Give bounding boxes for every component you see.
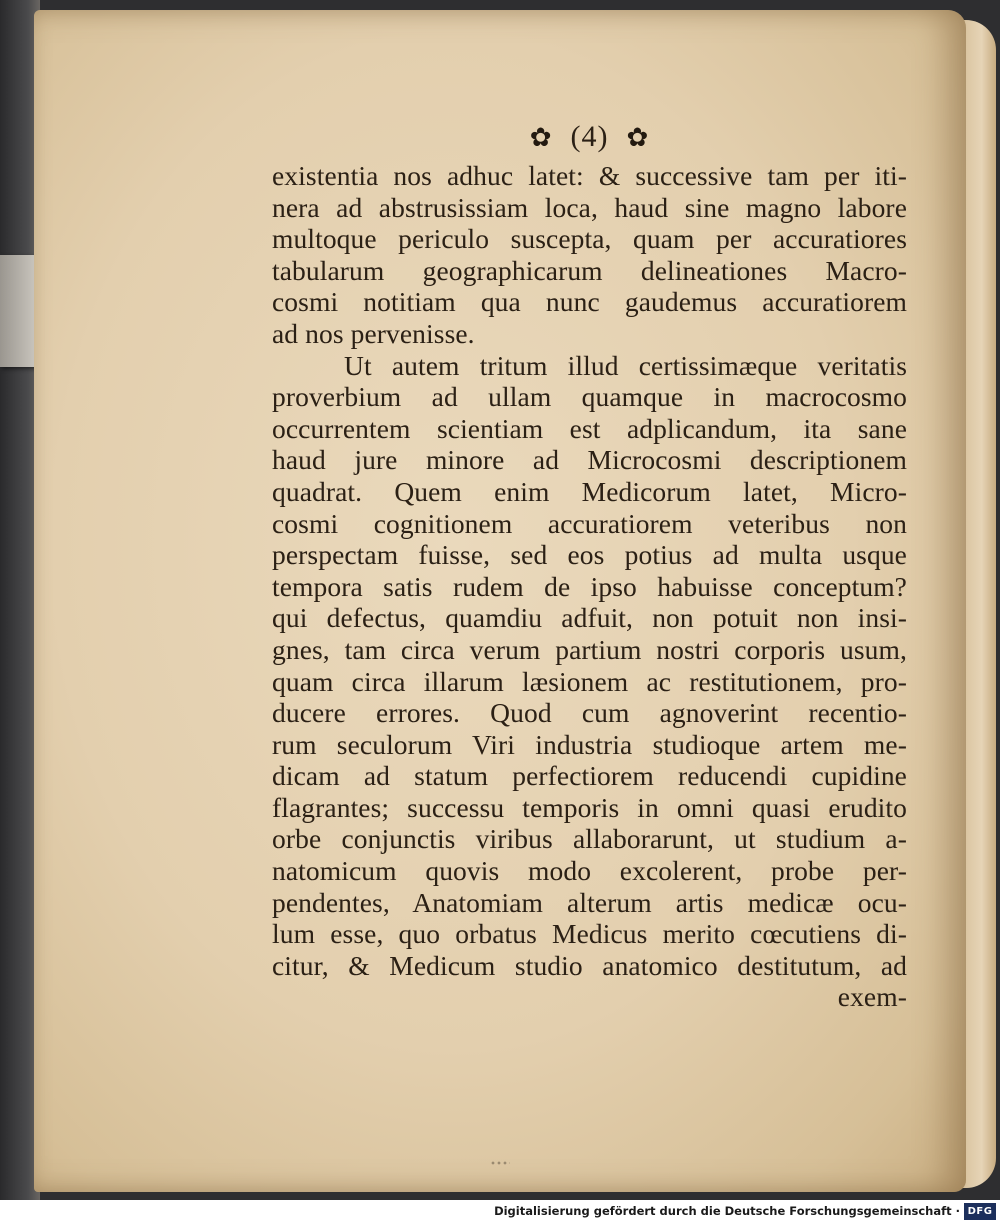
text-line: proverbium ad ullam quamque in macrocosmo [272,381,907,413]
flower-ornament-icon: ✿ [529,123,553,152]
text-line: nera ad abstrusissiam loca, haud sine magno labore [272,191,907,223]
text-line: pendentes, Anatomiam alterum artis medicæ ocu- [272,886,907,918]
text-line: natomicum quovis modo excolerent, probe per- [272,855,907,887]
text-line: lum esse, quo orbatus Medicus merito cœcutiens di- [272,918,907,950]
dfg-logo: DFG [964,1203,996,1220]
text-line: perspectam fuisse, sed eos potius ad multa usque [272,539,907,571]
page-text [272,117,907,1013]
catchword: exem- [837,981,907,1013]
text-line: existentia nos adhuc latet: & successive tam per iti- [272,160,907,191]
text-line: occurrentem scientiam est adplicandum, ita sane [272,412,907,444]
text-line: ad nos pervenisse. [272,317,475,349]
funding-notice: Digitalisierung gefördert durch die Deutsche Forschungsgemeinschaft · [494,1204,960,1218]
footer-bar [0,1200,1000,1224]
page-number: (4) [570,120,609,153]
text-line: orbe conjunctis viribus allaborarunt, ut studium a- [272,823,907,855]
text-line: cosmi cognitionem accuratiorem veteribus non [272,507,907,539]
text-line: dicam ad statum perfectiorem reducendi cupidine [272,760,907,792]
text-line: cosmi notitiam qua nunc gaudemus accuratiorem [272,286,907,318]
text-line: multoque periculo suscepta, quam per accuratiores [272,223,907,255]
text-line: quam circa illarum læsionem ac restitutionem, pro- [272,665,907,697]
page-header [272,117,907,158]
page-speckles [490,1160,510,1166]
text-line: quadrat. Quem enim Medicorum latet, Micro- [272,475,907,507]
flower-ornament-icon: ✿ [626,123,650,152]
text-line: ducere errores. Quod cum agnoverint recentio- [272,697,907,729]
text-line: qui defectus, quamdiu adfuit, non potuit non insi- [272,602,907,634]
text-line: citur, & Medicum studio anatomico destitutum, ad [272,949,907,981]
paragraph-start-line: Ut autem tritum illud certissimæque veritatis [344,349,907,381]
text-line: tempora satis rudem de ipso habuisse conceptum? [272,570,907,602]
text-line: rum seculorum Viri industria studioque artem me- [272,728,907,760]
text-line: flagrantes; successu temporis in omni quasi erudito [272,791,907,823]
text-line: haud jure minore ad Microcosmi descriptionem [272,444,907,476]
text-line: tabularum geographicarum delineationes Macro- [272,254,907,286]
text-line: gnes, tam circa verum partium nostri corporis usum, [272,633,907,665]
